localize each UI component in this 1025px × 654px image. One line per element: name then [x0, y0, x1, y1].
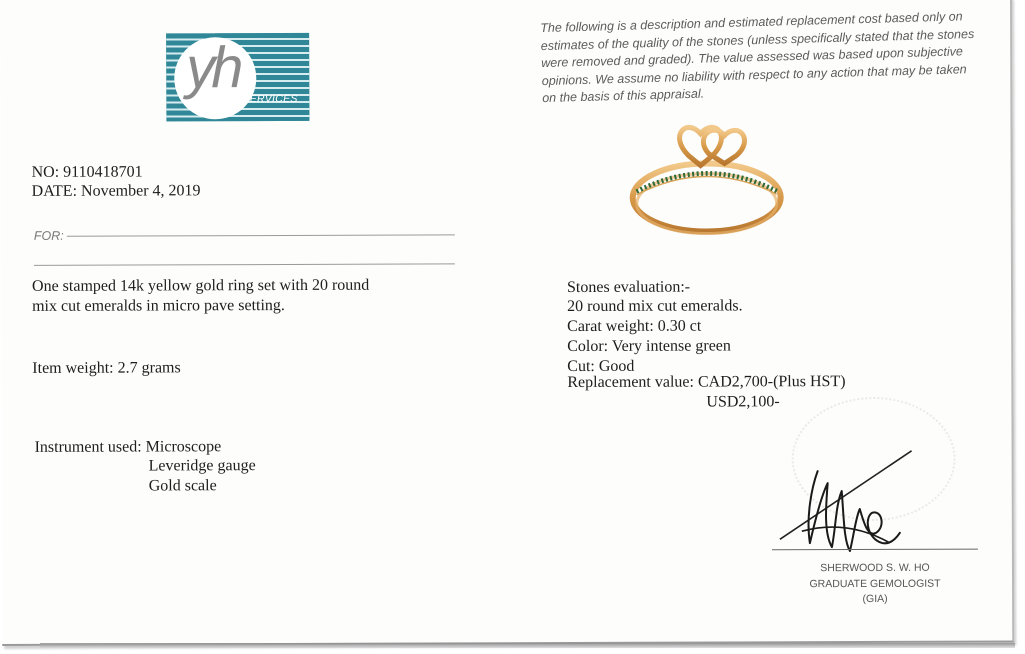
evaluation-cut: Cut: Good [567, 357, 635, 376]
evaluation-heading: Stones evaluation:- [566, 278, 691, 297]
logo-company-name: GEM SERVICES [214, 92, 298, 106]
signatory-credential: (GIA) [862, 592, 888, 605]
for-line [67, 234, 455, 236]
evaluation-stones: 20 round mix cut emeralds. [567, 297, 743, 316]
evaluation-usd: USD2,100- [706, 393, 780, 411]
company-logo [166, 33, 309, 121]
signatory-name: SHERWOOD S. W. HO [820, 561, 930, 575]
signatory-title: GRADUATE GEMOLOGIST [809, 577, 941, 591]
page-edge-shadow [40, 643, 1015, 648]
description-line-1: One stamped 14k yellow gold ring set with 20 round [31, 276, 370, 295]
record-date: DATE: November 4, 2019 [31, 182, 201, 200]
disclaimer-text: The following is a description and estimated replacement cost based only on estimates of the quality of the stones (unless specifically stated that the stones were removed and graded). The value assessed was based upon subjective opinions. We assume no liability with respect to any action that may be taken on the basis of this appraisal. [540, 9, 975, 106]
for-line-2 [34, 263, 455, 265]
item-weight: Item weight: 2.7 grams [32, 359, 181, 377]
description-line-2: mix cut emeralds in micro pave setting. [32, 297, 285, 315]
record-number: NO: 9110418701 [31, 163, 143, 181]
ring-photo [628, 115, 784, 238]
for-label: FOR: [33, 228, 64, 243]
instruments-line-3: Gold scale [148, 477, 217, 495]
logo-monogram: yh [186, 35, 240, 101]
evaluation-carat: Carat weight: 0.30 ct [567, 317, 702, 336]
instruments-line-1: Instrument used: Microscope [34, 438, 222, 456]
evaluation-color: Color: Very intense green [567, 337, 731, 356]
evaluation-replacement: Replacement value: CAD2,700-(Plus HST) [567, 373, 846, 392]
instruments-line-2: Leveridge gauge [148, 457, 256, 475]
